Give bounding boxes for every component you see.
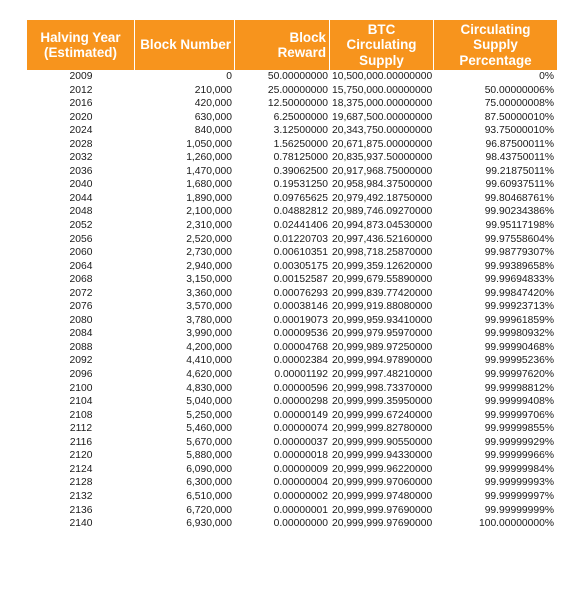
cell-halving-year: 2104 bbox=[69, 396, 93, 408]
cell-halving-year: 2048 bbox=[69, 206, 93, 218]
cell-supply-percentage: 99.99389658% bbox=[484, 260, 554, 272]
table-row bbox=[27, 327, 557, 341]
cell-btc-supply: 20,999,999.94330000 bbox=[332, 450, 433, 462]
header-block-number: Block Number bbox=[135, 20, 235, 70]
table-row bbox=[27, 517, 557, 531]
table-row bbox=[27, 165, 557, 179]
cell-btc-supply: 20,835,937.50000000 bbox=[332, 152, 433, 164]
header-supply-percentage: Circulating Supply Percentage bbox=[434, 20, 557, 70]
table-row bbox=[27, 111, 557, 125]
cell-block-reward: 0.04882812 bbox=[273, 206, 328, 218]
cell-btc-supply: 20,958,984.37500000 bbox=[332, 179, 433, 191]
cell-block-reward: 0.00000004 bbox=[273, 477, 328, 489]
cell-block-number: 840,000 bbox=[194, 125, 232, 137]
cell-btc-supply: 20,999,998.73370000 bbox=[332, 382, 433, 394]
cell-block-number: 420,000 bbox=[194, 98, 232, 110]
cell-block-number: 4,200,000 bbox=[186, 341, 232, 353]
cell-btc-supply: 20,999,359.12620000 bbox=[332, 260, 433, 272]
cell-block-reward: 0.39062500 bbox=[273, 165, 328, 177]
cell-block-number: 5,250,000 bbox=[186, 409, 232, 421]
cell-btc-supply: 20,917,968.75000000 bbox=[332, 165, 433, 177]
header-row bbox=[27, 20, 557, 70]
table-row bbox=[27, 233, 557, 247]
cell-btc-supply: 20,979,492.18750000 bbox=[332, 192, 433, 204]
cell-block-number: 5,880,000 bbox=[186, 450, 232, 462]
cell-btc-supply: 20,999,999.97480000 bbox=[332, 490, 433, 502]
cell-btc-supply: 20,671,875.00000000 bbox=[332, 138, 433, 150]
cell-halving-year: 2052 bbox=[69, 220, 93, 232]
cell-halving-year: 2096 bbox=[69, 369, 93, 381]
table-row bbox=[27, 463, 557, 477]
cell-block-number: 2,730,000 bbox=[186, 247, 232, 259]
cell-btc-supply: 20,999,999.97060000 bbox=[332, 477, 433, 489]
cell-supply-percentage: 99.99999984% bbox=[484, 463, 554, 475]
cell-block-number: 0 bbox=[226, 71, 232, 82]
table-row bbox=[27, 97, 557, 111]
cell-block-reward: 0.02441406 bbox=[273, 220, 328, 232]
cell-supply-percentage: 99.60937511% bbox=[485, 179, 554, 191]
cell-halving-year: 2140 bbox=[69, 518, 93, 530]
cell-supply-percentage: 99.99999706% bbox=[484, 409, 554, 421]
cell-block-reward: 0.00152587 bbox=[273, 274, 328, 286]
cell-supply-percentage: 75.00000008% bbox=[484, 98, 554, 110]
header-halving-year: Halving Year (Estimated) bbox=[27, 20, 135, 70]
cell-block-number: 4,620,000 bbox=[186, 369, 232, 381]
cell-btc-supply: 20,999,999.82780000 bbox=[332, 423, 433, 435]
cell-halving-year: 2128 bbox=[69, 477, 93, 489]
cell-halving-year: 2024 bbox=[69, 125, 93, 137]
table-row bbox=[27, 124, 557, 138]
cell-block-number: 2,940,000 bbox=[186, 260, 232, 272]
table-row bbox=[27, 382, 557, 396]
cell-btc-supply: 20,999,919.88080000 bbox=[332, 301, 433, 313]
cell-btc-supply: 20,999,999.97690000 bbox=[332, 518, 433, 530]
cell-halving-year: 2120 bbox=[69, 450, 93, 462]
cell-block-number: 2,520,000 bbox=[186, 233, 232, 245]
cell-supply-percentage: 99.99999999% bbox=[484, 504, 554, 516]
cell-block-reward: 50.00000000 bbox=[267, 71, 328, 82]
cell-block-number: 6,720,000 bbox=[186, 504, 232, 516]
cell-supply-percentage: 99.98779307% bbox=[484, 247, 554, 259]
cell-supply-percentage: 99.21875011% bbox=[485, 165, 554, 177]
cell-block-number: 1,890,000 bbox=[186, 192, 232, 204]
cell-btc-supply: 20,999,839.77420000 bbox=[332, 287, 433, 299]
cell-supply-percentage: 99.99999408% bbox=[484, 396, 554, 408]
cell-supply-percentage: 99.90234386% bbox=[484, 206, 554, 218]
cell-block-number: 1,470,000 bbox=[186, 165, 232, 177]
cell-supply-percentage: 93.75000010% bbox=[484, 125, 554, 137]
cell-block-reward: 0.00004768 bbox=[273, 341, 328, 353]
cell-block-number: 3,360,000 bbox=[186, 287, 232, 299]
cell-block-reward: 0.00000298 bbox=[273, 396, 328, 408]
cell-block-number: 5,040,000 bbox=[186, 396, 232, 408]
table-row bbox=[27, 273, 557, 287]
table-row bbox=[27, 449, 557, 463]
cell-halving-year: 2036 bbox=[69, 165, 93, 177]
cell-block-reward: 0.78125000 bbox=[273, 152, 328, 164]
cell-block-reward: 0.00305175 bbox=[273, 260, 328, 272]
cell-supply-percentage: 99.80468761% bbox=[484, 192, 554, 204]
table-row bbox=[27, 436, 557, 450]
cell-supply-percentage: 99.95117198% bbox=[485, 220, 554, 232]
cell-supply-percentage: 99.99923713% bbox=[484, 301, 554, 313]
cell-halving-year: 2056 bbox=[69, 233, 93, 245]
table-row bbox=[27, 70, 557, 84]
cell-block-number: 3,150,000 bbox=[186, 274, 232, 286]
cell-block-number: 2,310,000 bbox=[186, 220, 232, 232]
cell-halving-year: 2116 bbox=[69, 436, 93, 448]
cell-block-number: 210,000 bbox=[194, 84, 232, 96]
table-row bbox=[27, 368, 557, 382]
cell-halving-year: 2108 bbox=[69, 409, 93, 421]
cell-halving-year: 2080 bbox=[69, 314, 93, 326]
cell-block-reward: 0.01220703 bbox=[273, 233, 328, 245]
cell-halving-year: 2040 bbox=[69, 179, 93, 191]
cell-halving-year: 2032 bbox=[69, 152, 93, 164]
table-row bbox=[27, 409, 557, 423]
halving-table bbox=[27, 20, 557, 531]
cell-block-number: 1,050,000 bbox=[186, 138, 232, 150]
cell-supply-percentage: 99.99995236% bbox=[484, 355, 554, 367]
cell-block-number: 5,460,000 bbox=[186, 423, 232, 435]
cell-supply-percentage: 99.99999993% bbox=[484, 477, 554, 489]
cell-block-reward: 0.00009536 bbox=[273, 328, 328, 340]
cell-block-reward: 0.09765625 bbox=[273, 192, 328, 204]
cell-halving-year: 2009 bbox=[69, 71, 93, 82]
table-row bbox=[27, 287, 557, 301]
cell-btc-supply: 20,997,436.52160000 bbox=[332, 233, 433, 245]
table-row bbox=[27, 300, 557, 314]
cell-btc-supply: 20,989,746.09270000 bbox=[332, 206, 433, 218]
cell-block-number: 3,570,000 bbox=[186, 301, 232, 313]
cell-halving-year: 2132 bbox=[69, 490, 93, 502]
table-row bbox=[27, 205, 557, 219]
cell-block-number: 3,990,000 bbox=[186, 328, 232, 340]
table-row bbox=[27, 341, 557, 355]
table-row bbox=[27, 178, 557, 192]
cell-supply-percentage: 99.99997620% bbox=[484, 369, 554, 381]
table-row bbox=[27, 354, 557, 368]
cell-halving-year: 2084 bbox=[69, 328, 93, 340]
cell-halving-year: 2100 bbox=[69, 382, 93, 394]
cell-supply-percentage: 99.99999929% bbox=[484, 436, 554, 448]
cell-block-reward: 0.00610351 bbox=[273, 247, 328, 259]
cell-btc-supply: 20,999,999.96220000 bbox=[332, 463, 433, 475]
cell-block-reward: 0.00002384 bbox=[273, 355, 328, 367]
cell-supply-percentage: 99.99999855% bbox=[484, 423, 554, 435]
cell-block-reward: 0.00000037 bbox=[273, 436, 328, 448]
cell-supply-percentage: 0% bbox=[539, 71, 554, 82]
cell-supply-percentage: 99.99847420% bbox=[484, 287, 554, 299]
cell-halving-year: 2064 bbox=[69, 260, 93, 272]
cell-btc-supply: 18,375,000.00000000 bbox=[332, 98, 433, 110]
cell-halving-year: 2020 bbox=[69, 111, 93, 123]
cell-supply-percentage: 96.87500011% bbox=[485, 138, 554, 150]
cell-halving-year: 2076 bbox=[69, 301, 93, 313]
cell-halving-year: 2012 bbox=[69, 84, 93, 96]
table-row bbox=[27, 422, 557, 436]
cell-block-reward: 0.00019073 bbox=[273, 314, 328, 326]
table-row bbox=[27, 192, 557, 206]
table-row bbox=[27, 219, 557, 233]
cell-btc-supply: 20,999,979.95970000 bbox=[332, 328, 433, 340]
cell-supply-percentage: 98.43750011% bbox=[485, 152, 554, 164]
table-row bbox=[27, 138, 557, 152]
table-row bbox=[27, 246, 557, 260]
cell-block-reward: 0.00000002 bbox=[273, 490, 328, 502]
cell-block-number: 4,830,000 bbox=[186, 382, 232, 394]
header-block-reward: Block Reward bbox=[235, 20, 330, 70]
cell-block-reward: 0.00000596 bbox=[273, 382, 328, 394]
table-row bbox=[27, 395, 557, 409]
cell-halving-year: 2088 bbox=[69, 341, 93, 353]
cell-block-number: 2,100,000 bbox=[186, 206, 232, 218]
cell-block-reward: 0.00000001 bbox=[273, 504, 328, 516]
cell-supply-percentage: 99.99694833% bbox=[484, 274, 554, 286]
cell-block-reward: 0.00000018 bbox=[273, 450, 328, 462]
cell-block-number: 3,780,000 bbox=[186, 314, 232, 326]
table-row bbox=[27, 476, 557, 490]
cell-btc-supply: 20,999,959.93410000 bbox=[332, 314, 433, 326]
cell-supply-percentage: 50.00000006% bbox=[484, 84, 554, 96]
cell-halving-year: 2060 bbox=[69, 247, 93, 259]
cell-btc-supply: 20,343,750.00000000 bbox=[332, 125, 433, 137]
cell-btc-supply: 20,998,718.25870000 bbox=[332, 247, 433, 259]
table-row bbox=[27, 490, 557, 504]
cell-halving-year: 2072 bbox=[69, 287, 93, 299]
cell-btc-supply: 20,999,999.35950000 bbox=[332, 396, 433, 408]
cell-block-number: 1,680,000 bbox=[186, 179, 232, 191]
cell-block-number: 6,300,000 bbox=[186, 477, 232, 489]
cell-block-reward: 25.00000000 bbox=[267, 84, 328, 96]
cell-supply-percentage: 99.99999966% bbox=[484, 450, 554, 462]
cell-btc-supply: 20,999,989.97250000 bbox=[332, 341, 433, 353]
table-row bbox=[27, 314, 557, 328]
cell-halving-year: 2016 bbox=[69, 98, 93, 110]
cell-btc-supply: 20,999,999.97690000 bbox=[332, 504, 433, 516]
cell-block-number: 5,670,000 bbox=[186, 436, 232, 448]
cell-block-number: 6,090,000 bbox=[186, 463, 232, 475]
cell-btc-supply: 20,999,997.48210000 bbox=[332, 369, 433, 381]
cell-halving-year: 2112 bbox=[69, 423, 93, 435]
cell-block-reward: 0.00000009 bbox=[273, 463, 328, 475]
cell-supply-percentage: 87.50000010% bbox=[484, 111, 554, 123]
cell-block-number: 6,930,000 bbox=[186, 518, 232, 530]
table-header bbox=[27, 20, 557, 70]
cell-block-reward: 0.00038146 bbox=[273, 301, 328, 313]
table-row bbox=[27, 151, 557, 165]
cell-block-number: 4,410,000 bbox=[186, 355, 232, 367]
cell-halving-year: 2028 bbox=[69, 138, 93, 150]
cell-block-reward: 0.00000074 bbox=[273, 423, 328, 435]
halving-table-container bbox=[27, 20, 557, 531]
cell-halving-year: 2124 bbox=[69, 463, 93, 475]
cell-supply-percentage: 99.99990468% bbox=[484, 341, 554, 353]
table-body bbox=[27, 70, 557, 531]
cell-block-number: 630,000 bbox=[194, 111, 232, 123]
header-btc-supply: BTC Circulating Supply bbox=[330, 20, 434, 70]
cell-block-reward: 0.00076293 bbox=[273, 287, 328, 299]
cell-block-reward: 3.12500000 bbox=[273, 125, 328, 137]
cell-halving-year: 2136 bbox=[69, 504, 93, 516]
cell-block-reward: 6.25000000 bbox=[273, 111, 328, 123]
cell-halving-year: 2068 bbox=[69, 274, 93, 286]
cell-block-reward: 0.00000000 bbox=[273, 518, 328, 530]
cell-halving-year: 2044 bbox=[69, 192, 93, 204]
cell-btc-supply: 15,750,000.00000000 bbox=[332, 84, 433, 96]
cell-supply-percentage: 99.99980932% bbox=[484, 328, 554, 340]
table-row bbox=[27, 260, 557, 274]
cell-supply-percentage: 99.97558604% bbox=[484, 233, 554, 245]
cell-btc-supply: 20,999,994.97890000 bbox=[332, 355, 433, 367]
cell-supply-percentage: 100.00000000% bbox=[478, 518, 554, 530]
cell-block-number: 1,260,000 bbox=[186, 152, 232, 164]
cell-btc-supply: 20,994,873.04530000 bbox=[332, 220, 433, 232]
cell-block-reward: 1.56250000 bbox=[273, 138, 328, 150]
cell-supply-percentage: 99.99999997% bbox=[484, 490, 554, 502]
cell-supply-percentage: 99.99998812% bbox=[484, 382, 554, 394]
cell-block-reward: 12.50000000 bbox=[267, 98, 328, 110]
cell-btc-supply: 10,500,000.00000000 bbox=[332, 71, 433, 82]
cell-btc-supply: 20,999,999.67240000 bbox=[332, 409, 433, 421]
cell-halving-year: 2092 bbox=[69, 355, 93, 367]
table-row bbox=[27, 504, 557, 518]
cell-btc-supply: 20,999,679.55890000 bbox=[332, 274, 433, 286]
table-row bbox=[27, 84, 557, 98]
cell-btc-supply: 19,687,500.00000000 bbox=[332, 111, 433, 123]
cell-block-reward: 0.00000149 bbox=[273, 409, 328, 421]
cell-block-reward: 0.19531250 bbox=[273, 179, 328, 191]
cell-block-number: 6,510,000 bbox=[186, 490, 232, 502]
cell-supply-percentage: 99.99961859% bbox=[484, 314, 554, 326]
cell-btc-supply: 20,999,999.90550000 bbox=[332, 436, 433, 448]
cell-block-reward: 0.00001192 bbox=[274, 369, 328, 381]
